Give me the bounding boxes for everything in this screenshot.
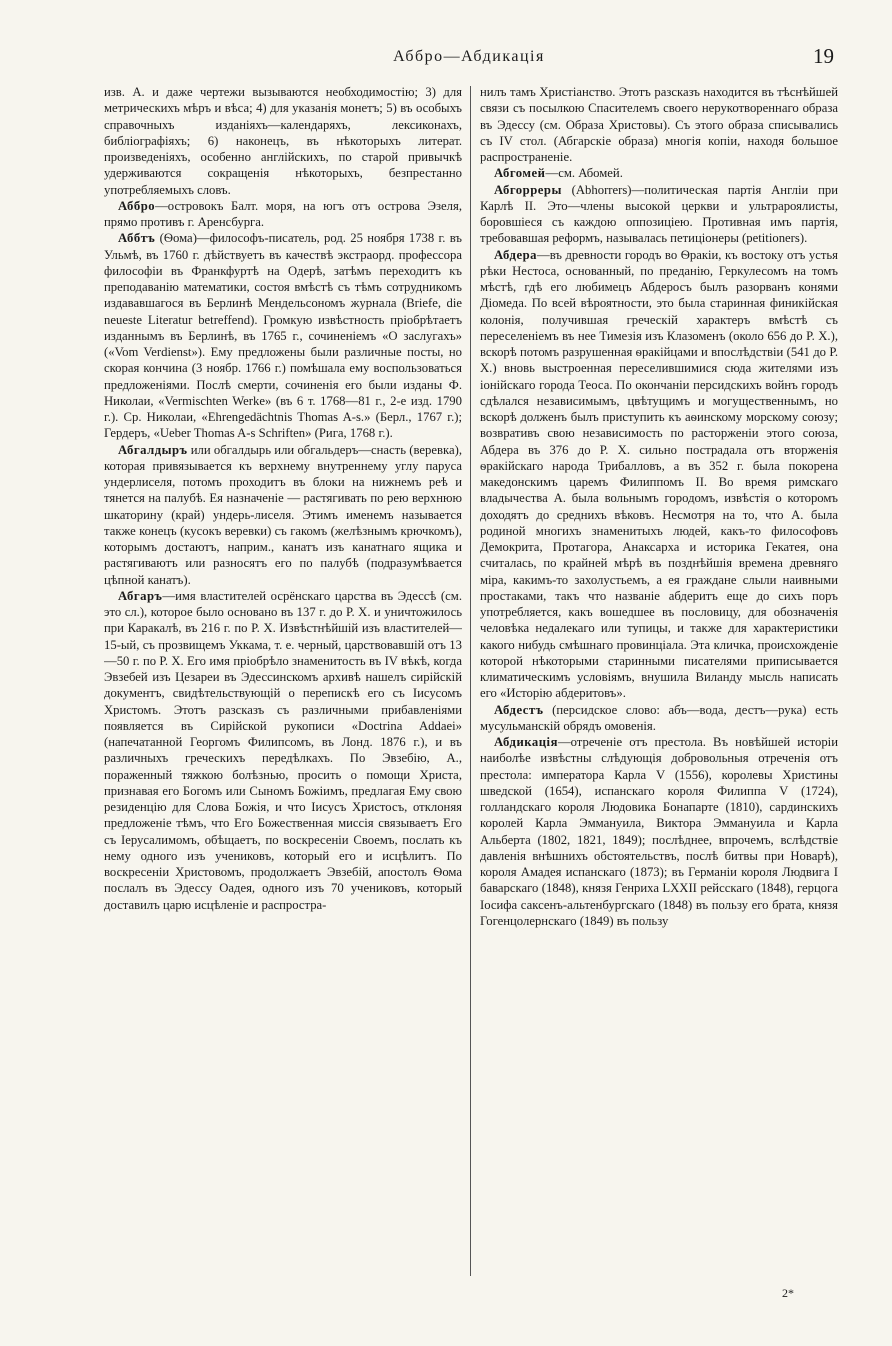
running-head: Аббро—Абдикація [393,48,545,65]
entry-text: —въ древности городъ во Ѳракіи, къ востоку отъ устья рѣки Нестоса, основанный, по преданію, Геркулесомъ на томъ мѣстѣ, гдѣ его любимецъ Абдеросъ былъ разорванъ конями Діомеда. По всей вѣроятности, это была старинная финикійская колонія, получившая греческій характеръ вмѣстѣ съ переселеніемъ въ нее Тимезія изъ Клазоменъ (около 656 до Р. Х.), вскорѣ потомъ разрушенная ѳракійцами и впослѣдствіи (541 до Р. Х.) вновь выстроенная переселившимися сюда жителями изъ іонійскаго города Теоса. По окончаніи персидскихъ войнъ городъ сдѣлался независимымъ, цвѣтущимъ и могущественнымъ, но вскорѣ долженъ былъ приступить къ аѳинскому морскому союзу; возвративъ свою независимость по расторженіи этого союза, Абдера въ 376 до Р. Х. сильно пострадала отъ вторженія ѳракійскаго народа Трибалловъ, а въ 352 г. была покорена македонскимъ царемъ Филиппомъ II. Во время римскаго владычества А. была вольнымъ городомъ, извѣстія о которомъ доходятъ до среднихъ вѣковъ. Несмотря на то, что А. была родиной многихъ знаменитыхъ людей, какъ-то философовъ Демокрита, Протагора, Анаксарха и историка Гекатея, она считалась, по крайней мѣрѣ въ позднѣйшія времена древняго міра, какимъ-то захолустьемъ, а ея граждане слыли наивными простаками, такъ что названіе абдеритъ еще до сихъ поръ употребляется, какъ вошедшее въ пословицу, для обозначенія человѣка недалекаго или тупицы, и также для характеристики какого нибудь смѣшнаго провинціала. Эта кличка, происхожденіе которой нѣкоторыми старинными писателями приписывается климатическимъ условіямъ, внушила Виланду мысль написать его «Исторію абдеритовъ». [480,247,838,701]
entry-abbt [104,230,462,441]
headword: Абдестъ [494,702,544,717]
headword: Абгаръ [118,588,163,603]
page-number: 19 [813,44,834,68]
entry-abdera [480,247,838,702]
entry-text: —см. Абомей. [545,166,623,181]
headword: Аббтъ [118,231,156,246]
headword: Абгомей [494,166,546,181]
paragraph-continuation: нилъ тамъ Христіанство. Этотъ разсказъ находится въ тѣснѣйшей связи съ посылкою Спасителемъ своего нерукотвореннаго образа въ Эдессу (см. Образа Христовы). Съ этого образа списывались съ IV стол. (Абгарскіе образа) многія копіи, находя большое распространеніе. [480,85,838,164]
entry-abgomei [480,165,838,181]
entry-abgar [104,588,462,913]
entry-text: —островокъ Балт. моря, на югъ отъ острова Эзеля, прямо противъ г. Аренсбурга. [104,198,462,229]
headword: Абдикація [494,735,558,749]
headword: Аббро [118,198,156,213]
left-column [104,84,462,1314]
entry-text: —отреченіе отъ престола. Въ новѣйшей исторіи наиболѣе извѣстны слѣдующія добровольныя отреченія отъ престола: императора Карла V (1556), королевы Христины шведской (1654), испанскаго короля Филиппа V (1724), голландскаго короля Людовика Бонапарте (1810), сардинскихъ королей Карла Эммануила, Виктора Эммануила и Карла Альберта (1802, 1821, 1849); послѣднее, впрочемъ, вслѣдствіе давленія внѣшнихъ обстоятельствъ, послѣ битвы при Новарѣ), короля Амадея испанскаго (1873); въ Германіи короля Людвига I баварскаго (1848), князя Генриха LXXII рейсскаго (1848), герцога Іосифа саксенъ-альтенбургскаго (1848) въ пользу его брата, князя Гогенцолернскаго (1849) въ пользу [480,735,838,928]
entry-text: (Ѳома)—философъ-писатель, род. 25 ноября 1738 г. въ Ульмѣ, въ 1760 г. дѣйствуетъ въ качествѣ экстраорд. профессора философіи въ Франкфуртѣ на Одерѣ, затѣмъ переходитъ къ преподаванію математики, состоя вмѣстѣ съ тѣмъ сотрудникомъ издававшагося въ Берлинѣ Мендельсономъ журнала (Briefe, die neueste Literatur betreffend). Громкую извѣстность пріобрѣтаетъ изданнымъ въ Берлинѣ, въ 1765 г., сочиненіемъ «О заслугахъ» («Vom Verdienst»). Ему предложены были различные посты, но скорая кончина (3 ноябр. 1766 г.) помѣшала ему воспользоваться предложеніями. Послѣ смерти, сочиненія его были изданы Ф. Николаи, «Vermischten Werke» (въ 6 т. 1768—81 г., 2-е изд. 1790 г.). Ср. Николаи, «Ehrengedächtnis Thomas A-s.» (Берл., 1767 г.); Гердеръ, «Ueber Thomas A-s Schriften» (Рига, 1768 г.). [104,231,462,441]
entry-abdikatsiya [480,734,838,929]
entry-abbro [104,198,462,231]
entry-text: —имя властителей осрёнскаго царства въ Эдессѣ (см. это сл.), которое было основано въ 137 г. до Р. Х. и уничтожилось при Каракалѣ, въ 216 г. по Р. Х. Извѣстнѣйшій изъ властителей—15-ый, съ прозвищемъ Уккама, т. е. черный, царствовавшій отъ 13—50 г. по Р. Х. Его имя пріобрѣло знаменитость въ IV вѣкѣ, когда Эвзебей изъ Цезареи въ Эдессинскомъ архивѣ нашелъ сирійскій документъ, свидѣтельствующій о перепискѣ его съ Іисусомъ Христомъ. Этотъ разсказъ съ различными прибавленіями появляется въ Сирійской рукописи «Doctrina Addaei» (напечатанной Георгомъ Филипсомъ, въ Лонд. 1876 г.), и въ различныхъ греческихъ передѣлкахъ. По Эвзебію, А., пораженный тяжкою болѣзнью, просить о помощи Христа, признавая его Богомъ или Сыномъ Божіимъ, предлагая Ему свою резиденцію для Слова Божія, и что Іисусъ Христосъ, отклоняя предложеніе тѣмъ, что Его Божественная миссія связываетъ Его съ Іерусалимомъ, обѣщаетъ, по воскресеніи Своемъ, послать къ нему одного изъ учениковъ, который его и исцѣлитъ. По воскресеніи Христовомъ, продолжаетъ Эвзебій, апостолъ Ѳома послалъ въ Эдессу Оадея, одного изъ 70 учениковъ, который доставилъ царю исцѣленіе и распростра- [104,588,462,912]
entry-abgaldyr [104,442,462,588]
headword: Абгалдыръ [118,442,188,457]
entry-text: или обгалдырь или обгальдеръ—снасть (веревка), которая привязывается къ верхнему внутреннему углу паруса ундерлиселя, потомъ проходитъ въ блоки на нижнемъ реѣ и тянется на палубѣ. Ея назначеніе — растягивать по рею верхнюю шкаторину (край) ундерь-лиселя. Этимъ именемъ называется также конецъ (кусокъ веревки) съ гакомъ (желѣзнымъ крючкомъ), которымъ достаютъ, наприм., канатъ изъ канатнаго ящика и растягиваютъ или разносятъ его по палубѣ (подразумѣвается цѣпной канатъ). [104,442,462,587]
entry-abgorrery [480,182,838,247]
signature-mark: 2* [782,1286,794,1300]
article-columns [104,84,838,1314]
headword: Абгорреры [494,182,562,197]
entry-text: (персидское слово: абъ—вода, дестъ—рука) есть мусульманскій обрядъ омовенія. [480,702,838,733]
headword: Абдера [494,247,537,262]
page-header [104,44,834,72]
right-column [480,84,838,1314]
entry-abdest [480,702,838,735]
paragraph-continuation: изв. А. и даже чертежи вызываются необходимостію; 3) для метрическихъ мѣръ и вѣса; 4) для указанія монетъ; 5) въ особыхъ справочныхъ изданіяхъ—календаряхъ, лексиконахъ, библіографіяхъ; 6) наконецъ, въ нѣкоторыхъ литерат. произведеніяхъ, особенно англійскихъ, по старой привычкѣ удерживаются сокращенія нѣкоторыхъ, безпрестанно употребляемыхъ словъ. [104,85,462,197]
entry-text: (Abhorrers)—политическая партія Англіи при Карлѣ II. Это—члены высокой церкви и ультрароялисты, боровшіеся съ каждою оппозиціею. Противная имъ партія, требовавшая реформъ, называлась петиціонеры (petitioners). [480,182,838,246]
